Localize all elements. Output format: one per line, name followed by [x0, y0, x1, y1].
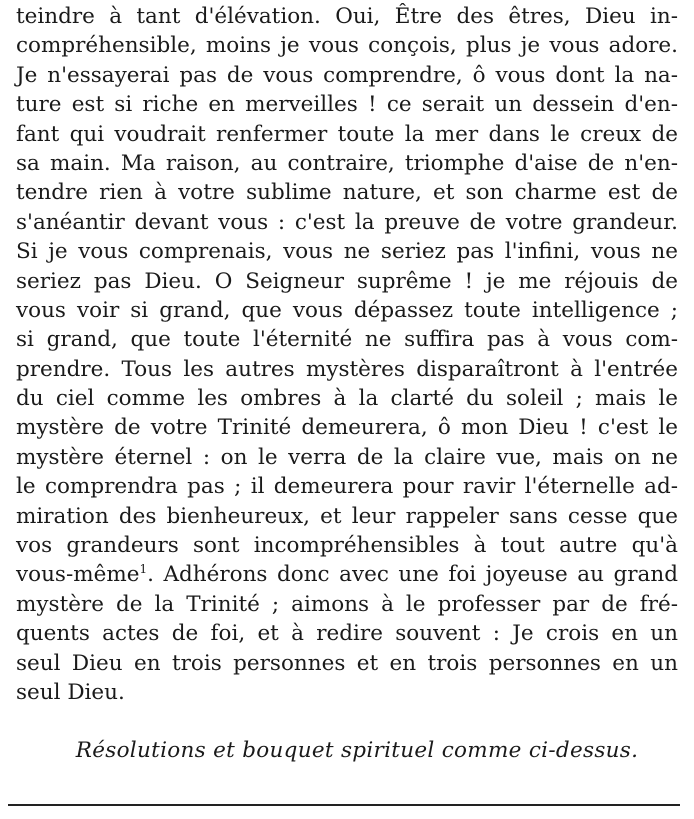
text-line: miration des bienheureux, et leur rappeler sans cesse que [16, 503, 678, 529]
text-line: compréhensible, moins je vous conçois, plus je vous adore. [16, 33, 678, 59]
text-segment: vous-même [16, 562, 140, 588]
text-line: seul Dieu en trois personnes et en trois personnes en un [16, 650, 678, 676]
text-line: seriez pas Dieu. O Seigneur suprême ! je me réjouis de [16, 268, 678, 294]
text-line-with-footnote [16, 560, 678, 589]
text-line: tendre rien à votre sublime nature, et son charme est de [16, 180, 678, 206]
text-line: fant qui voudrait renfermer toute la mer dans le creux de [16, 121, 678, 147]
text-line: ture est si riche en merveilles ! ce serait un dessein d'en- [16, 92, 678, 118]
main-paragraph [16, 2, 678, 707]
footnote-marker: 1 [139, 562, 148, 577]
text-line: mystère de votre Trinité demeurera, ô mon Dieu ! c'est le [16, 415, 678, 441]
text-line: mystère de la Trinité ; aimons à le professer par de fré- [16, 591, 678, 617]
text-line: vos grandeurs sont incompréhensibles à tout autre qu'à [16, 533, 678, 559]
text-line: le comprendra pas ; il demeurera pour ravir l'éternelle ad- [16, 474, 678, 500]
text-segment: . Adhérons donc avec une foi joyeuse au grand [147, 562, 678, 588]
text-line: Si je vous comprenais, vous ne seriez pas l'infini, vous ne [16, 239, 678, 265]
text-line: du ciel comme les ombres à la clarté du soleil ; mais le [16, 386, 678, 412]
horizontal-rule [8, 804, 680, 806]
text-line: teindre à tant d'élévation. Oui, Être des êtres, Dieu in- [16, 4, 678, 29]
text-line: si grand, que toute l'éternité ne suffira pas à vous com- [16, 327, 678, 353]
text-line: Je n'essayerai pas de vous comprendre, ô vous dont la na- [16, 62, 678, 88]
text-line: prendre. Tous les autres mystères disparaîtront à l'entrée [16, 356, 678, 382]
text-line: s'anéantir devant vous : c'est la preuve de votre grandeur. [16, 209, 678, 235]
text-line: quents actes de foi, et à redire souvent : Je crois en un [16, 621, 678, 647]
resolution-line: Résolutions et bouquet spirituel comme ci-dessus. [75, 738, 639, 763]
text-line: seul Dieu. [16, 679, 125, 705]
text-line: vous voir si grand, que vous dépassez toute intelligence ; [16, 297, 678, 323]
text-line: sa main. Ma raison, au contraire, triomphe d'aise de n'en- [16, 150, 678, 176]
text-line: mystère éternel : on le verra de la claire vue, mais on ne [16, 444, 678, 470]
